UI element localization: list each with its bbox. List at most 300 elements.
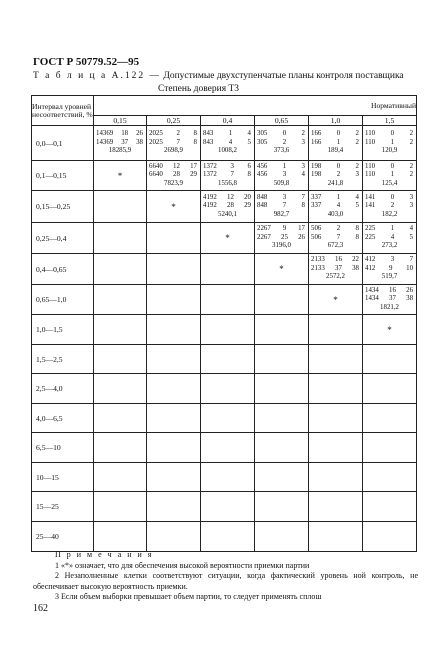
sampling-plan [363,225,416,250]
rejection-number: 4 [409,225,414,233]
rejection-number: 3 [409,193,414,201]
plan-cell [309,126,363,161]
acceptance-number: 0 [282,130,287,138]
empty-cell [147,492,201,522]
rejection-number: 2 [355,162,359,170]
empty-cell [309,463,363,492]
star-mark: * [333,294,338,305]
empty-cell [94,433,147,463]
sample-size: 2267 [257,233,271,241]
notes-block [33,550,418,603]
plan-line [201,139,254,147]
rejection-number: 5 [355,202,359,210]
sample-size: 2133 [311,264,325,272]
sampling-plan [309,163,362,188]
plan-cell [201,191,255,223]
plan-cell [147,161,201,191]
plan-line [309,171,362,179]
acceptance-number: 3 [282,193,287,201]
empty-cell [147,463,201,492]
average-sample-number: 189,4 [327,147,344,155]
plan-cell [363,191,417,223]
plan-line [309,139,362,147]
plan-cell [201,126,255,161]
sample-size: 198 [311,162,322,170]
average-sample-number: 1821,2 [380,303,399,311]
sample-size: 1434 [365,295,379,303]
table-row [32,492,417,522]
plan-cell [309,223,363,254]
interval-label: 15—25 [32,492,94,522]
empty-cell [255,463,309,492]
plan-cell [255,191,309,223]
empty-cell [147,433,201,463]
plan-line [201,130,254,138]
acceptance-number: 1 [282,162,287,170]
plan-line [363,202,416,210]
empty-cell [363,492,417,522]
plan-cell [147,126,201,161]
sampling-plan [309,194,362,219]
table-row [32,161,417,191]
plan-line [255,225,308,233]
interval-label: 2,5—4,0 [32,374,94,404]
empty-cell [255,522,309,552]
sample-size: 412 [365,256,376,264]
header-row [32,96,417,116]
acceptance-number: 12 [227,193,234,201]
average-sample-number: 2572,2 [326,273,345,281]
average-sample-number: 2698,9 [164,147,183,155]
acceptance-number: 7 [282,202,287,210]
acceptance-number: 2 [282,138,287,146]
sampling-plan [255,194,308,219]
note-item: 3 Если объем выборки превышает объем партии, то следует применять сплош [55,592,322,601]
empty-cell [363,345,417,374]
aql-value: 0,65 [255,116,309,126]
rejection-number: 2 [409,162,414,170]
sampling-plan [255,130,308,155]
sample-size: 110 [365,138,376,146]
plan-line [201,163,254,171]
sample-size: 6640 [149,171,163,179]
plan-cell [255,223,309,254]
sample-size: 1372 [203,171,217,179]
table-row [32,522,417,552]
empty-cell [309,492,363,522]
rejection-number: 8 [355,233,359,241]
acceptance-number: 2 [336,171,341,179]
average-sample-number: 982,7 [273,210,290,218]
empty-cell [255,404,309,433]
plan-line [363,295,416,303]
rejection-number: 4 [355,193,359,201]
table-row [32,126,417,161]
plan-cell [309,191,363,223]
plan-line [309,202,362,210]
acceptance-number: 2 [336,225,341,233]
average-sample-number: 5240,1 [218,210,237,218]
acceptance-number: 37 [389,295,396,303]
plan-cell [309,161,363,191]
empty-cell [201,345,255,374]
plan-cell [309,254,363,285]
interval-label: 0,4—0,65 [32,254,94,285]
plan-line [147,139,200,147]
plan-line [255,194,308,202]
sample-size: 2133 [311,256,325,264]
rejection-number: 4 [301,171,305,179]
sampling-plan [363,256,416,281]
plan-line [309,256,362,264]
sample-size: 141 [365,202,376,210]
sample-size: 506 [311,225,322,233]
sampling-plan [201,194,254,219]
acceptance-number: 25 [281,233,288,241]
rejection-number: 7 [301,193,305,201]
sampling-plan [363,194,416,219]
table-row [32,254,417,285]
page-number: 162 [33,603,48,614]
interval-label: 0,15—0,25 [32,191,94,223]
plan-cell [363,223,417,254]
empty-cell [147,374,201,404]
sampling-plan [255,163,308,188]
plan-cell [255,161,309,191]
plan-cell [94,126,147,161]
star-mark: * [117,170,123,181]
rejection-number: 3 [355,171,359,179]
sampling-plan [363,287,416,312]
empty-cell [94,285,147,315]
rejection-number: 6 [247,162,251,170]
plan-line [255,139,308,147]
plan-cell [255,126,309,161]
sampling-plan [147,130,200,155]
interval-label: 10—15 [32,463,94,492]
acceptance-number: 0 [390,193,395,201]
acceptance-number: 0 [336,162,341,170]
acceptance-number: 12 [173,162,180,170]
sample-size: 456 [257,171,268,179]
acceptance-number: 37 [335,264,342,272]
empty-cell [94,223,147,254]
empty-cell [201,315,255,345]
empty-cell [363,404,417,433]
sample-size: 2025 [149,130,163,138]
interval-label: 6,5—10 [32,433,94,463]
rejection-number: 8 [355,225,359,233]
plan-line [94,139,146,147]
plan-line [363,234,416,242]
empty-cell [201,285,255,315]
acceptance-number: 1 [390,138,395,146]
average-sample-number: 1556,8 [218,179,237,187]
sample-size: 412 [365,264,376,272]
sample-size: 225 [365,225,376,233]
sampling-plan [94,130,146,155]
average-sample-number: 403,0 [327,210,344,218]
plan-line [363,265,416,273]
acceptance-number: 3 [230,162,234,170]
empty-cell [94,374,147,404]
acceptance-number: 1 [336,138,341,146]
plan-cell [201,161,255,191]
sample-size: 1434 [365,286,379,294]
rejection-number: 7 [409,256,414,264]
acceptance-number: 1 [390,225,395,233]
star-cell [255,254,309,285]
sample-size: 110 [365,130,376,138]
sample-size: 305 [257,130,268,138]
empty-cell [309,433,363,463]
plan-line [255,163,308,171]
average-sample-number: 182,2 [381,210,398,218]
sample-size: 110 [365,171,376,179]
interval-label: 1,0—1,5 [32,315,94,345]
rejection-number: 5 [409,233,414,241]
table-row [32,463,417,492]
star-cell [94,161,147,191]
plan-line [363,171,416,179]
plan-line [255,234,308,242]
acceptance-number: 1 [390,171,395,179]
acceptance-number: 4 [390,233,395,241]
table-row [32,374,417,404]
plan-line [363,225,416,233]
aql-value: 1,0 [309,116,363,126]
sampling-plan [363,163,416,188]
acceptance-number: 3 [390,256,395,264]
average-sample-number: 120,9 [381,147,398,155]
empty-cell [363,463,417,492]
sample-size: 305 [257,138,268,146]
sampling-plan [201,163,254,188]
plan-line [363,130,416,138]
average-sample-number: 18285,9 [108,147,132,155]
rejection-number: 3 [301,138,305,146]
table-row [32,433,417,463]
rejection-number: 2 [409,138,414,146]
empty-cell [201,463,255,492]
rejection-number: 8 [193,130,197,138]
plan-line [309,225,362,233]
acceptance-number: 28 [173,171,180,179]
sample-size: 337 [311,202,322,210]
plan-line [363,139,416,147]
average-sample-number: 373,6 [273,147,290,155]
rejection-number: 3 [409,202,414,210]
rejection-number: 5 [247,138,251,146]
sampling-plan [363,130,416,155]
plan-line [309,265,362,273]
acceptance-number: 18 [121,130,129,138]
empty-cell [147,404,201,433]
aql-value: 0,15 [94,116,147,126]
acceptance-number: 9 [389,264,393,272]
notes-title: П р и м е ч а н и я [55,550,154,559]
sample-size: 166 [311,138,322,146]
star-cell [147,191,201,223]
rejection-number: 8 [301,202,305,210]
sample-size: 506 [311,233,322,241]
empty-cell [94,463,147,492]
note-item: 2 Незаполненные клетки соответствуют ситуации, когда фактический уровень ной контроль, не обеспечивает высокую вероятность приемки. [33,571,418,591]
rejection-number: 20 [244,193,251,201]
sample-size: 843 [203,138,214,146]
plan-line [363,194,416,202]
star-cell [309,285,363,315]
interval-label: 0,25—0,4 [32,223,94,254]
acceptance-number: 3 [282,171,287,179]
plan-line [201,171,254,179]
plan-line [363,256,416,264]
acceptance-number: 1 [336,193,341,201]
sample-size: 14369 [96,138,114,146]
empty-cell [201,404,255,433]
acceptance-number: 7 [176,138,180,146]
empty-cell [147,223,201,254]
acceptance-number: 0 [336,130,341,138]
sampling-plan [201,130,254,155]
average-sample-number: 1008,2 [218,147,237,155]
empty-cell [94,191,147,223]
sampling-plan [309,225,362,250]
sample-size: 456 [257,162,268,170]
star-cell [201,223,255,254]
empty-cell [309,315,363,345]
empty-cell [309,522,363,552]
sample-size: 337 [311,193,322,201]
rejection-number: 29 [244,202,251,210]
plan-line [147,163,200,171]
rejection-number: 17 [298,225,305,233]
empty-cell [255,374,309,404]
plan-line [309,234,362,242]
rejection-number: 2 [409,171,414,179]
empty-cell [309,374,363,404]
rejection-number: 26 [406,286,414,294]
interval-header: Интервал уровней несоответствий, % [32,96,94,126]
average-sample-number: 672,3 [327,242,344,250]
empty-cell [94,492,147,522]
plan-line [94,130,146,138]
table-label: Т а б л и ц а А.122 — [33,71,161,81]
acceptance-number: 7 [230,171,234,179]
rejection-number: 38 [352,264,359,272]
table-row [32,191,417,223]
table-row [32,404,417,433]
empty-cell [94,254,147,285]
empty-cell [94,315,147,345]
table-subtitle: Степень доверия Т3 [158,84,240,94]
rejection-number: 29 [190,171,197,179]
sample-size: 166 [311,130,322,138]
empty-cell [201,492,255,522]
average-sample-number: 519,7 [381,273,398,281]
interval-label: 1,5—2,5 [32,345,94,374]
empty-cell [255,492,309,522]
sample-size: 4192 [203,202,217,210]
sample-size: 2267 [257,225,271,233]
plan-cell [363,126,417,161]
empty-cell [94,345,147,374]
interval-label: 0,65—1,0 [32,285,94,315]
empty-cell [363,522,417,552]
interval-label: 4,0—6,5 [32,404,94,433]
sample-size: 1372 [203,162,217,170]
rejection-number: 26 [136,130,143,138]
sample-size: 4192 [203,193,217,201]
average-sample-number: 125,4 [381,179,398,187]
plan-line [363,287,416,295]
star-mark: * [387,324,392,335]
empty-cell [201,433,255,463]
rejection-number: 38 [406,295,414,303]
sampling-plan [147,163,200,188]
table-row [32,223,417,254]
interval-label: 0,0—0,1 [32,126,94,161]
empty-cell [94,404,147,433]
plan-line [255,202,308,210]
acceptance-number: 28 [227,202,234,210]
empty-cell [363,433,417,463]
rejection-number: 2 [355,138,359,146]
empty-cell [255,315,309,345]
empty-cell [147,345,201,374]
rejection-number: 26 [298,233,305,241]
acceptance-number: 9 [282,225,287,233]
plan-line [147,130,200,138]
empty-cell [255,345,309,374]
average-sample-number: 7823,9 [164,179,183,187]
sample-size: 110 [365,162,376,170]
sample-size: 198 [311,171,322,179]
empty-cell [147,254,201,285]
aql-value: 0,4 [201,116,255,126]
sample-size: 141 [365,193,376,201]
acceptance-number: 4 [228,138,233,146]
sample-size: 14369 [96,130,114,138]
star-mark: * [225,233,230,243]
table-body [32,96,417,552]
average-sample-number: 509,8 [273,179,290,187]
rejection-number: 17 [190,162,197,170]
rejection-number: 3 [301,162,305,170]
acceptance-number: 0 [390,162,395,170]
empty-cell [363,374,417,404]
note-item: 1 «*» означает, что для обеспечения высокой вероятности приемки партии [55,560,310,570]
acceptance-number: 0 [390,130,395,138]
plan-line [255,130,308,138]
rejection-number: 10 [406,264,414,272]
table-row [32,345,417,374]
average-sample-number: 273,2 [381,242,398,250]
empty-cell [201,254,255,285]
empty-cell [94,522,147,552]
plan-line [309,130,362,138]
acceptance-plans-table [31,95,417,552]
plan-line [255,171,308,179]
sampling-plan [255,225,308,250]
table-row [32,285,417,315]
star-cell [363,315,417,345]
empty-cell [147,522,201,552]
sample-size: 225 [365,233,376,241]
acceptance-number: 2 [176,130,180,138]
acceptance-number: 4 [336,202,341,210]
average-sample-number: 3196,0 [272,242,291,250]
